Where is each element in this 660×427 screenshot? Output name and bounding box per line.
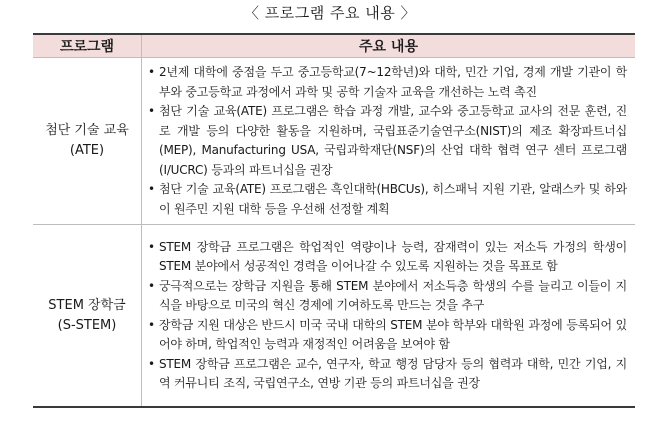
- column-header-program: 프로그램: [33, 34, 142, 58]
- bullet-icon: •: [148, 65, 155, 79]
- bullet-text: STEM 장학금 프로그램은 학업적인 역량이나 능력, 잠재력이 있는 저소득 가정의 학생이 STEM 분야에서 성공적인 경력을 이어나갈 수 있도록 지원하는 것을 목표로 함: [159, 239, 627, 273]
- page-title: 〈 프로그램 주요 내용 〉: [244, 4, 416, 22]
- table-row-s-stem: [33, 225, 635, 408]
- content-cell-s-stem: [142, 225, 636, 408]
- program-name-s-stem: STEM 장학금: [48, 297, 126, 313]
- program-table: [33, 33, 635, 408]
- list-item: [148, 63, 627, 102]
- bullet-list-s-stem: [142, 234, 635, 398]
- bullet-text: 장학금 지원 대상은 반드시 미국 국내 대학의 STEM 분야 학부와 대학원 과정에 등록되어 있어야 하며, 학업적인 능력과 재정적인 어려움을 보여야 함: [159, 317, 627, 351]
- list-item: [148, 316, 627, 355]
- program-abbr-ate: (ATE): [69, 143, 105, 158]
- content-cell-ate: [142, 58, 636, 225]
- bullet-text: 2년제 대학에 중점을 두고 중고등학교(7~12학년)와 대학, 민간 기업, 경제 개발 기관이 학부와 중고등학교 과정에서 과학 및 공학 기술자 교육을 개선하는 노력 촉진: [159, 65, 627, 99]
- list-item: [148, 180, 627, 219]
- list-item: [148, 102, 627, 180]
- bullet-list-ate: [142, 59, 635, 223]
- bullet-text: STEM 장학금 프로그램은 교수, 연구자, 학교 행정 담당자 등의 협력과 대학, 민간 기업, 지역 커뮤니티 조직, 국립연구소, 연방 기관 등의 파트너십을 권장: [159, 356, 627, 390]
- list-item: [148, 355, 627, 394]
- table-header-row: [33, 34, 635, 58]
- list-item: [148, 277, 627, 316]
- bullet-icon: •: [148, 182, 155, 196]
- bullet-text: 첨단 기술 교육(ATE) 프로그램은 흑인대학(HBCUs), 히스패닉 지원 기관, 알래스카 및 하와이 원주민 지원 대학 등을 우선해 선정할 계획: [159, 182, 627, 216]
- bullet-icon: •: [148, 104, 155, 118]
- bullet-text: 궁극적으로는 장학금 지원을 통해 STEM 분야에서 저소득층 학생의 수를 늘리고 이들이 지식을 바탕으로 미국의 혁신 경제에 기여하도록 만드는 것을 추구: [159, 278, 627, 312]
- program-cell-s-stem: [33, 225, 142, 408]
- bullet-text: 첨단 기술 교육(ATE) 프로그램은 학습 과정 개발, 교수와 중고등학교 교사의 전문 훈련, 진로 개발 등의 다양한 활동을 지원하며, 국립표준기술연구소(NIST)의 제조 확장파트너십(MEP), Manufacturing USA, 국립과학재단(NSF)의 산업 대학 협력 연구 센터 프로그램(I/UCRC) 등과의 파트너십을 권장: [159, 104, 627, 177]
- program-abbr-s-stem: (S-STEM): [57, 317, 117, 333]
- bullet-icon: •: [148, 239, 155, 254]
- program-name-ate: 첨단 기술 교육: [45, 123, 129, 138]
- list-item: [148, 238, 627, 277]
- column-header-content: 주요 내용: [142, 34, 636, 58]
- bullet-icon: •: [148, 278, 155, 293]
- program-cell-ate: [33, 58, 142, 225]
- bullet-icon: •: [148, 356, 155, 371]
- table-row-ate: [33, 58, 635, 225]
- bullet-icon: •: [148, 317, 155, 332]
